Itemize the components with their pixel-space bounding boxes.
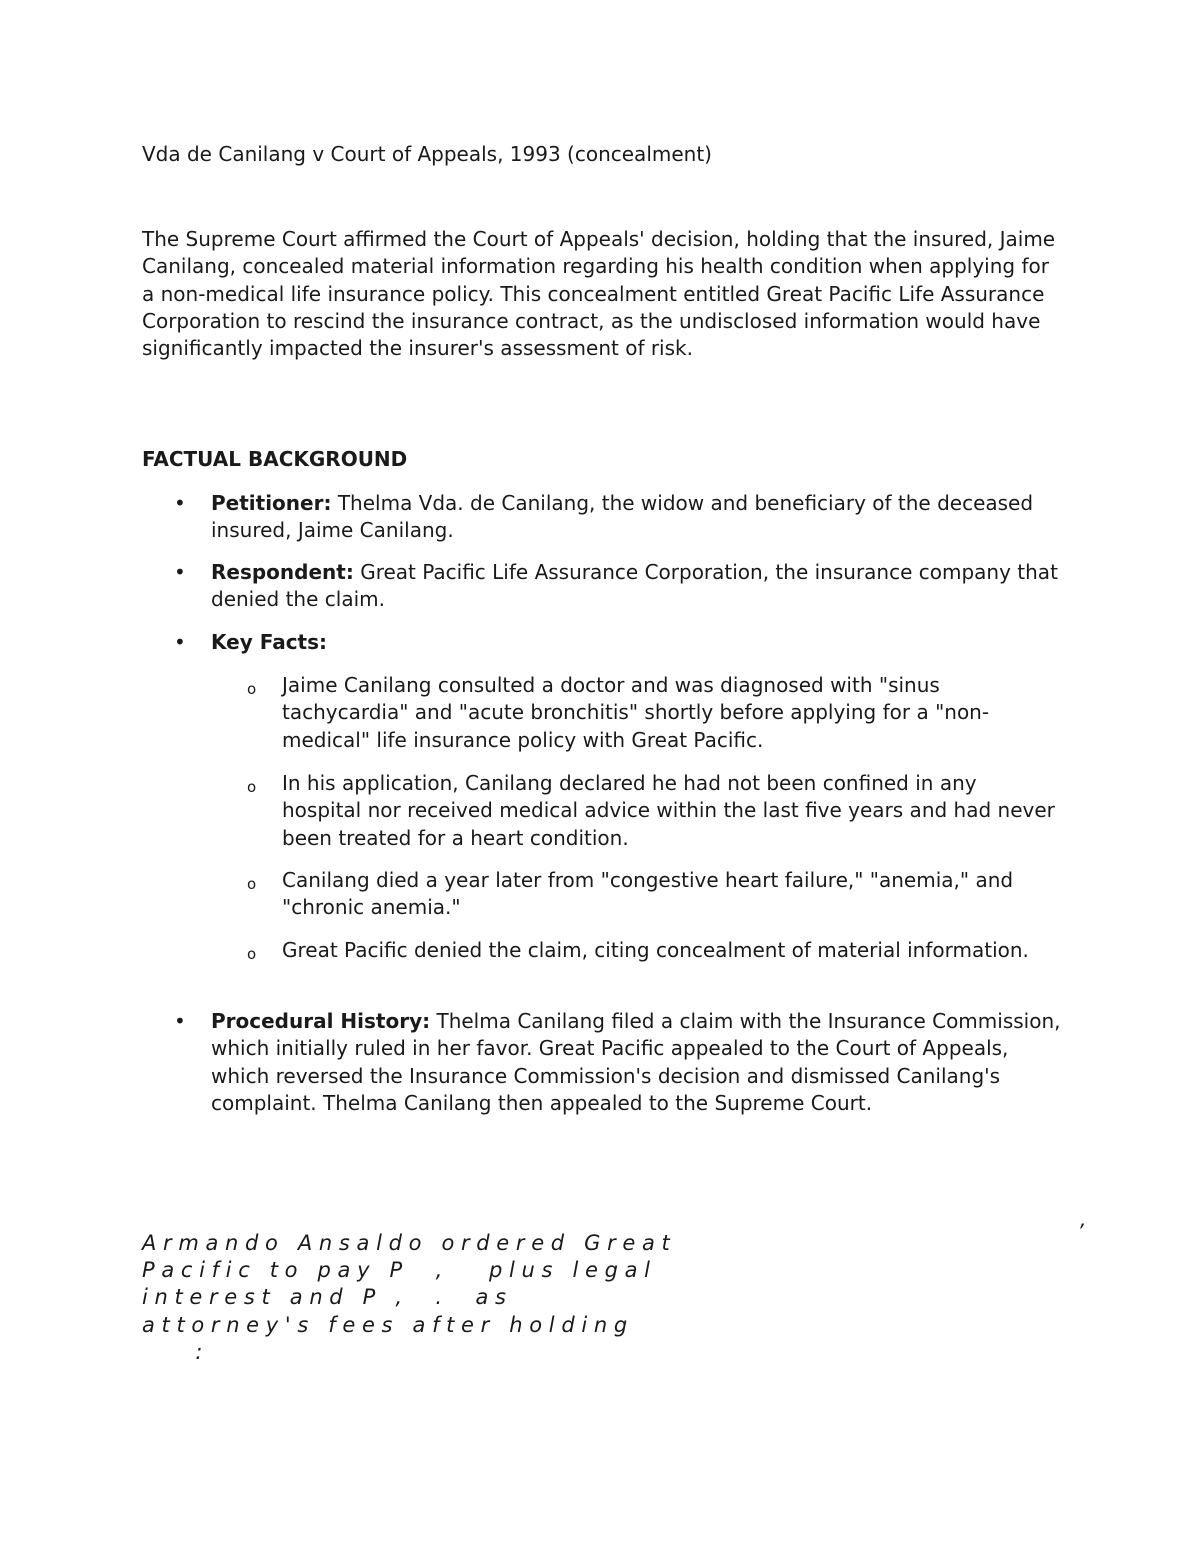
sub-bullet-item: Great Pacific denied the claim, citing concealment of material information. bbox=[282, 938, 1029, 962]
summary-paragraph: The Supreme Court affirmed the Court of Appeals' decision, holding that the insured, Jaime Canilang, concealed material information regarding his health condition when applying for a non-medical life insurance policy. This concealment entitled Great Pacific Life Assurance Corporation to rescind the insurance contract, as the undisclosed information would have significantly impacted the insurer's assessment of risk. bbox=[142, 227, 1056, 361]
bullet-key-facts bbox=[211, 629, 1061, 656]
bullet-label: Respondent: bbox=[211, 560, 354, 584]
garbled-line: a t t o r n e y ' s f e e s a f t e r h o l d i n g bbox=[142, 1313, 628, 1337]
bullet-marker: • bbox=[174, 491, 186, 515]
bullet-marker: • bbox=[174, 1009, 186, 1033]
bullet-label: Petitioner: bbox=[211, 491, 332, 515]
bullet-label: Key Facts: bbox=[211, 630, 328, 654]
bullet-petitioner bbox=[211, 490, 1061, 545]
bullet-text: Thelma Canilang filed a claim with the Insurance Commission, which initially ruled in her favor. Great Pacific appealed to the Court of Appeals, which reversed the Insurance Commission's decision and dismissed Canilang's complaint. Thelma Canilang then appealed to the Supreme Court. bbox=[211, 1009, 1061, 1115]
garbled-line: i n t e r e s t a n d P , . a s bbox=[142, 1285, 506, 1309]
bullet-respondent bbox=[211, 559, 1061, 614]
garbled-line: P a c i f i c t o p a y P , p l u s l e g a l bbox=[142, 1258, 650, 1282]
bullet-label: Procedural History: bbox=[211, 1009, 431, 1033]
stray-comma: , bbox=[1080, 1207, 1087, 1231]
bullet-text: Thelma Vda. de Canilang, the widow and beneficiary of the deceased insured, Jaime Canilang. bbox=[211, 491, 1034, 543]
sub-bullet-marker: o bbox=[247, 875, 257, 893]
sub-bullet-marker: o bbox=[247, 778, 257, 796]
document-title: Vda de Canilang v Court of Appeals, 1993 (concealment) bbox=[142, 142, 712, 166]
bullet-text: Great Pacific Life Assurance Corporation, the insurance company that denied the claim. bbox=[211, 560, 1058, 612]
bullet-marker: • bbox=[174, 630, 186, 654]
garbled-line: : bbox=[142, 1340, 203, 1364]
sub-bullet-item: Canilang died a year later from "congestive heart failure," "anemia," and "chronic anemia." bbox=[282, 868, 1014, 920]
bullet-marker: • bbox=[174, 560, 186, 584]
sub-bullet-item: Jaime Canilang consulted a doctor and was diagnosed with "sinus tachycardia" and "acute bronchitis" shortly before applying for a "non-medical" life insurance policy with Great Pacific. bbox=[282, 673, 990, 752]
section-heading: FACTUAL BACKGROUND bbox=[142, 447, 408, 471]
sub-bullet-marker: o bbox=[247, 945, 257, 963]
bullet-procedural-history bbox=[211, 1008, 1061, 1117]
sub-bullet-item: In his application, Canilang declared he had not been confined in any hospital nor received medical advice within the last five years and had never been treated for a heart condition. bbox=[282, 771, 1055, 850]
garbled-line: A r m a n d o A n s a l d o o r d e r e d G r e a t bbox=[142, 1231, 670, 1255]
sub-bullet-marker: o bbox=[247, 680, 257, 698]
